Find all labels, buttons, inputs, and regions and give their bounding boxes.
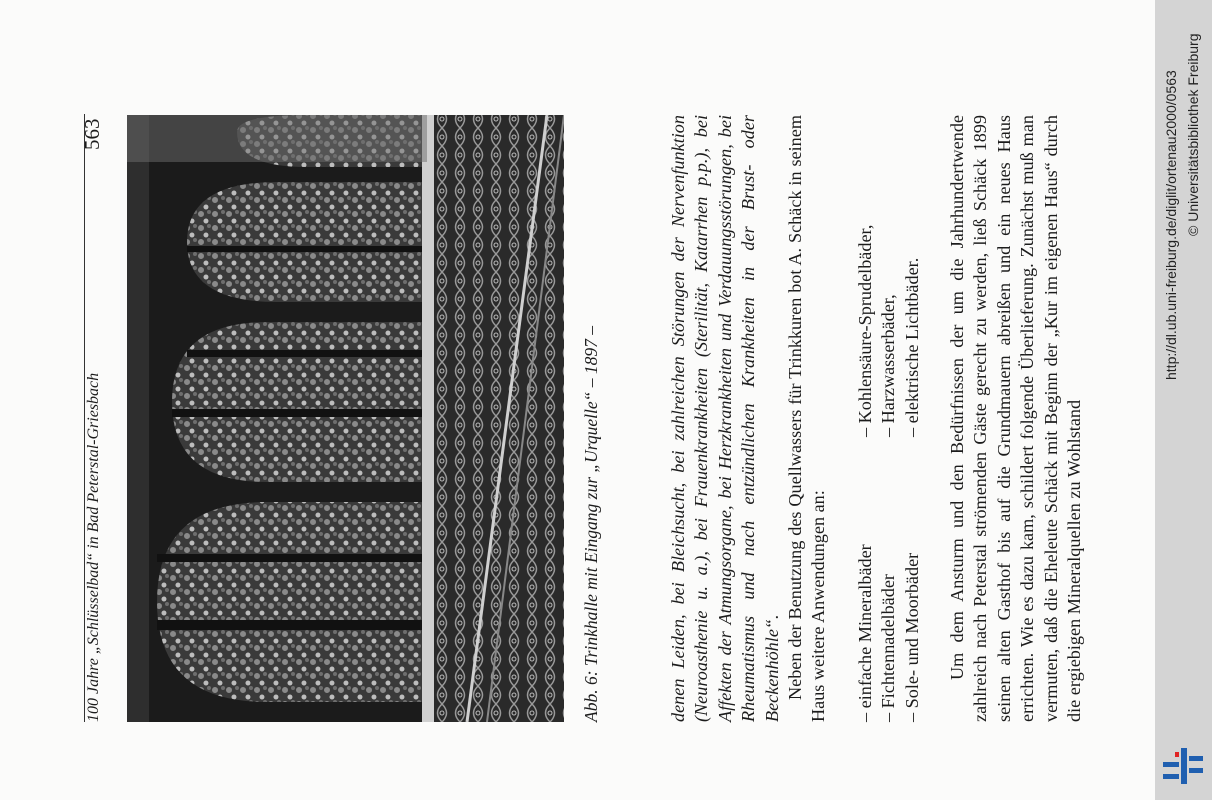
paragraph-1	[667, 115, 831, 722]
copyright-notice: © Universitätsbibliothek Freiburg	[1185, 33, 1201, 236]
list-item: – Fichtennadelbäder	[877, 437, 900, 722]
page-number: 563	[80, 118, 104, 150]
paragraph-2: Um dem Ansturm und den Bedürfnissen der um die Jahrhundertwende zahlreich nach Peterstal strömenden Gäste gerecht zu werden, ließ Schäck 1899 seinen alten Gasthof bis auf die Grundmauern abreißen und ein neues Haus errichten. Wie es dazu kam, schildert folgende Überlieferung. Zunächst muß man vermuten, daß die Eheleute Schäck mit Beginn der „Kur im eigenen Haus“ durch die ergiebigen Mineralquellen zu Wohlstand	[947, 115, 1085, 722]
body-text	[667, 115, 1087, 722]
list-column-right	[854, 152, 924, 437]
list-item: – einfache Mineralbäder	[854, 437, 877, 722]
list-column-left	[854, 437, 924, 722]
historic-photo-trinkhalle	[127, 115, 564, 722]
list-item: – Sole- und Moorbäder	[901, 437, 924, 722]
list-item: – elektrische Lichtbäder.	[901, 152, 924, 437]
sidebar-text	[1155, 0, 1212, 800]
figure-caption: Abb. 6: Trinkhalle mit Eingang zur „Urquelle“ – 1897 –	[581, 325, 601, 722]
quoted-indications: denen Leiden, bei Bleichsucht, bei zahlreichen Störungen der Nervenfunktion (Neuroasthenie u. a.), bei Frauenkrankheiten (Sterilität, Katarrhen p.p.), bei Affekten der Atmungsorgane, bei Herzkrankheiten und Verdauungsstörungen, bei Rheumatismus und nach entzündlichen Krankheiten in der Brust- oder Beckenhöhle“.	[668, 115, 782, 722]
running-title: 100 Jahre „Schlüsselbad“ in Bad Peterstal-Griesbach	[85, 372, 102, 722]
applications-intro: Neben der Benutzung des Quellwassers für Trinkkuren bot A. Schäck in seinem Haus weitere Anwendungen an:	[785, 115, 829, 722]
list-item: – Harzwasserbäder,	[877, 152, 900, 437]
applications-list	[854, 115, 924, 722]
photo-illustration	[127, 115, 564, 722]
header-rule	[84, 114, 85, 722]
library-sidebar	[1155, 0, 1212, 800]
permalink-url[interactable]: http://dl.ub.uni-freiburg.de/diglit/ortenau2000/0563	[1163, 70, 1179, 380]
list-item: – Kohlensäure-Sprudelbäder,	[854, 152, 877, 437]
ub-freiburg-logo-icon	[1163, 748, 1203, 784]
